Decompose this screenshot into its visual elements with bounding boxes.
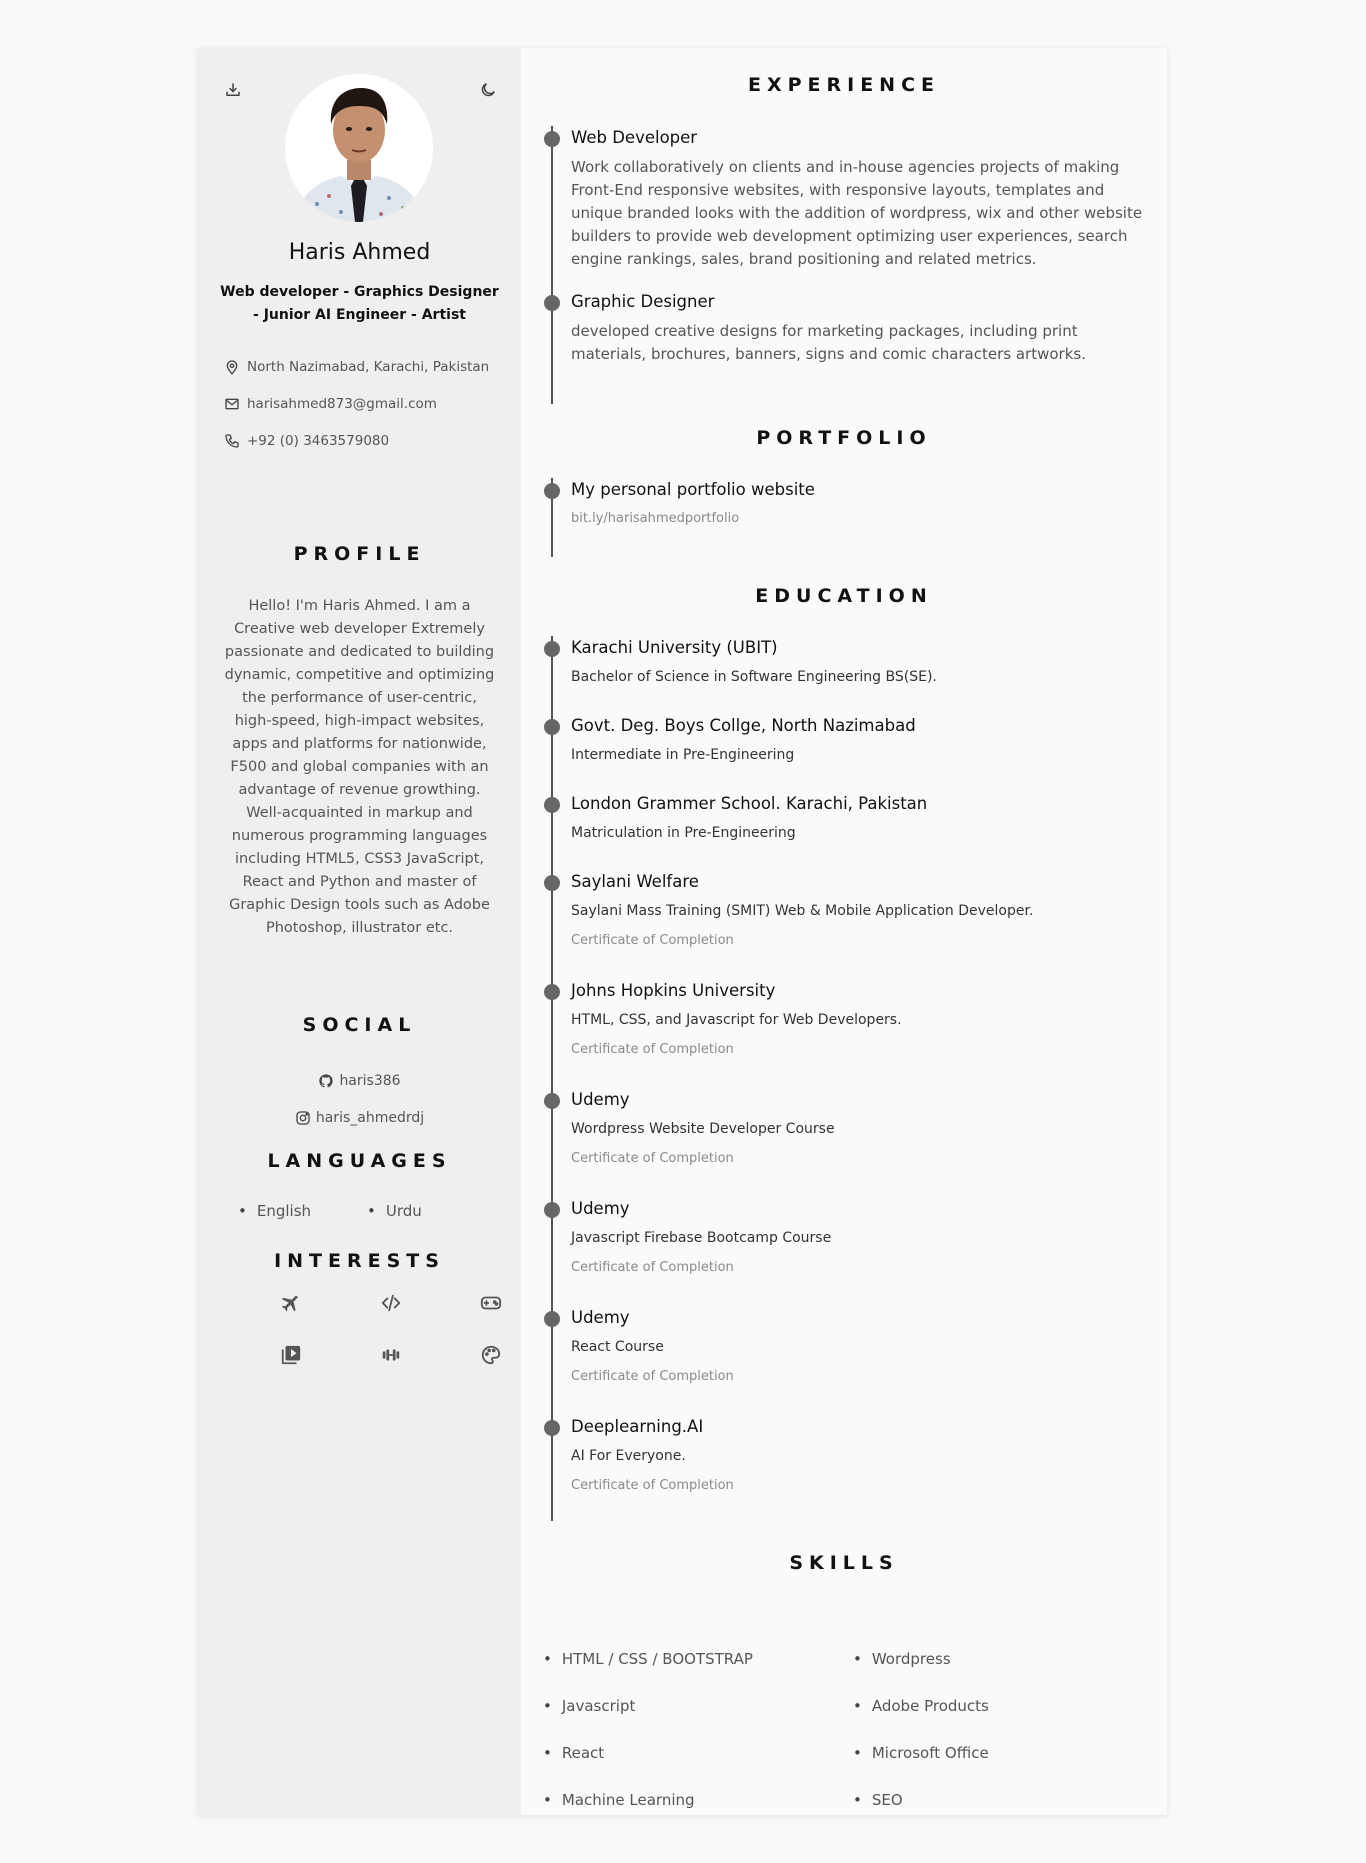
portfolio-title: My personal portfolio website <box>571 480 815 499</box>
education-item <box>543 714 1147 792</box>
education-item <box>543 1197 1147 1306</box>
timeline-dot <box>544 483 560 499</box>
social-github[interactable] <box>198 1062 521 1099</box>
timeline-dot <box>544 1420 560 1436</box>
education-item <box>543 979 1147 1088</box>
skill-item: • HTML / CSS / BOOTSTRAP <box>543 1648 853 1670</box>
social-list <box>198 1062 521 1136</box>
experience-title: Web Developer <box>571 128 698 147</box>
social-instagram[interactable] <box>198 1099 521 1136</box>
phone-icon <box>224 433 240 449</box>
languages-list <box>238 1202 422 1220</box>
education-sub: HTML, CSS, and Javascript for Web Developers. <box>571 1012 902 1028</box>
download-icon[interactable] <box>222 81 244 103</box>
education-item <box>543 792 1147 870</box>
email-link[interactable]: harisahmed873@gmail.com <box>247 395 437 412</box>
experience-timeline <box>543 126 1147 366</box>
address-text: North Nazimabad, Karachi, Pakistan <box>247 358 490 375</box>
contact-email <box>224 385 489 422</box>
timeline-dot <box>544 1093 560 1109</box>
portfolio-heading: PORTFOLIO <box>756 427 932 449</box>
certificate-label: Certificate of Completion <box>571 1478 734 1493</box>
timeline-dot <box>544 295 560 311</box>
education-title: Karachi University (UBIT) <box>571 638 778 657</box>
experience-title: Graphic Designer <box>571 292 715 311</box>
moon-icon[interactable] <box>477 81 499 103</box>
experience-heading: EXPERIENCE <box>747 74 941 96</box>
education-sub: Javascript Firebase Bootcamp Course <box>571 1230 832 1246</box>
job-title: Web developer - Graphics Designer - Junior AI Engineer - Artist <box>220 284 499 323</box>
resume-card <box>198 48 1167 1815</box>
sidebar <box>198 48 521 1815</box>
phone-text: +92 (0) 3463579080 <box>247 432 390 449</box>
profile-heading: PROFILE <box>293 543 426 565</box>
interests-heading: INTERESTS <box>274 1250 445 1272</box>
timeline-dot <box>544 719 560 735</box>
language-item: • English <box>238 1202 311 1220</box>
skill-item: • Microsoft Office <box>853 1742 1153 1764</box>
certificate-label: Certificate of Completion <box>571 1369 734 1384</box>
education-title: Udemy <box>571 1199 630 1218</box>
experience-item <box>543 290 1147 366</box>
education-item <box>543 636 1147 714</box>
contact-list <box>224 348 489 459</box>
skill-item: • Machine Learning <box>543 1789 853 1811</box>
education-sub: React Course <box>571 1339 664 1355</box>
skill-item: • Javascript <box>543 1695 853 1717</box>
education-title: London Grammer School. Karachi, Pakistan <box>571 794 928 813</box>
contact-phone <box>224 422 489 459</box>
instagram-handle: haris_ahmedrdj <box>315 1109 425 1126</box>
portfolio-timeline <box>543 478 1147 526</box>
timeline-dot <box>544 984 560 1000</box>
education-item <box>543 870 1147 979</box>
education-sub: AI For Everyone. <box>571 1448 686 1464</box>
timeline-dot <box>544 131 560 147</box>
language-item: • Urdu <box>367 1202 422 1220</box>
timeline-dot <box>544 1202 560 1218</box>
education-sub: Intermediate in Pre-Engineering <box>571 747 795 763</box>
certificate-label: Certificate of Completion <box>571 1260 734 1275</box>
education-title: Govt. Deg. Boys Collge, North Nazimabad <box>571 716 916 735</box>
education-heading: EDUCATION <box>755 585 933 607</box>
education-title: Saylani Welfare <box>571 872 699 891</box>
skill-item: • Wordpress <box>853 1648 1153 1670</box>
skill-item: • React <box>543 1742 853 1764</box>
interests-grid <box>241 1292 541 1366</box>
portfolio-link[interactable]: bit.ly/harisahmedportfolio <box>571 511 740 526</box>
timeline-dot <box>544 875 560 891</box>
github-icon <box>318 1073 334 1089</box>
education-title: Udemy <box>571 1090 630 1109</box>
certificate-label: Certificate of Completion <box>571 1042 734 1057</box>
video-library-icon <box>241 1344 341 1366</box>
github-handle: haris386 <box>339 1072 401 1089</box>
education-timeline <box>543 636 1147 1524</box>
person-name: Haris Ahmed <box>288 240 431 265</box>
education-item <box>543 1088 1147 1197</box>
location-pin-icon <box>224 359 240 375</box>
mail-icon <box>224 396 240 412</box>
education-item <box>543 1415 1147 1524</box>
portfolio-item <box>543 478 1147 526</box>
experience-item <box>543 126 1147 271</box>
certificate-label: Certificate of Completion <box>571 933 734 948</box>
education-title: Udemy <box>571 1308 630 1327</box>
skill-item: • Adobe Products <box>853 1695 1153 1717</box>
experience-desc: developed creative designs for marketing packages, including print materials, brochures, banners, signs and comic characters artworks. <box>571 322 1086 363</box>
timeline-dot <box>544 1311 560 1327</box>
education-title: Deeplearning.AI <box>571 1417 704 1436</box>
skill-item: • SEO <box>853 1789 1153 1811</box>
skills-heading: SKILLS <box>789 1552 899 1574</box>
code-icon <box>341 1292 441 1314</box>
main-content <box>521 48 1167 1815</box>
airplane-icon <box>241 1292 341 1314</box>
contact-address <box>224 348 489 385</box>
timeline-dot <box>544 797 560 813</box>
education-title: Johns Hopkins University <box>571 981 776 1000</box>
languages-heading: LANGUAGES <box>267 1150 452 1172</box>
profile-text: Hello! I'm Haris Ahmed. I am a Creative web developer Extremely passionate and dedicated to building dynamic, competitive and optimizing the performance of user-centric, high-speed, high-impact websites, apps and platforms for nationwide, F500 and global companies with an advantage of revenue growthing. Well-acquainted in markup and numerous programming languages including HTML5, CSS3 JavaScript, React and Python and master of Graphic Design tools such as Adobe Photoshop, illustrator etc. <box>224 598 495 936</box>
timeline-dot <box>544 641 560 657</box>
experience-desc: Work collaboratively on clients and in-house agencies projects of making Front-End responsive websites, with responsive layouts, templates and unique branded looks with the addition of wordpress, wix and other website builders to provide web development optimizing user experiences, search engine rankings, sales, brand positioning and related metrics. <box>571 158 1143 268</box>
education-item <box>543 1306 1147 1415</box>
social-heading: SOCIAL <box>302 1014 417 1036</box>
avatar <box>285 74 433 222</box>
skills-list <box>543 1648 1153 1811</box>
instagram-icon <box>295 1110 311 1126</box>
education-sub: Bachelor of Science in Software Engineering BS(SE). <box>571 669 937 685</box>
education-sub: Wordpress Website Developer Course <box>571 1121 835 1137</box>
education-sub: Matriculation in Pre-Engineering <box>571 825 796 841</box>
dumbbell-icon <box>341 1344 441 1366</box>
education-sub: Saylani Mass Training (SMIT) Web & Mobile Application Developer. <box>571 903 1034 919</box>
certificate-label: Certificate of Completion <box>571 1151 734 1166</box>
